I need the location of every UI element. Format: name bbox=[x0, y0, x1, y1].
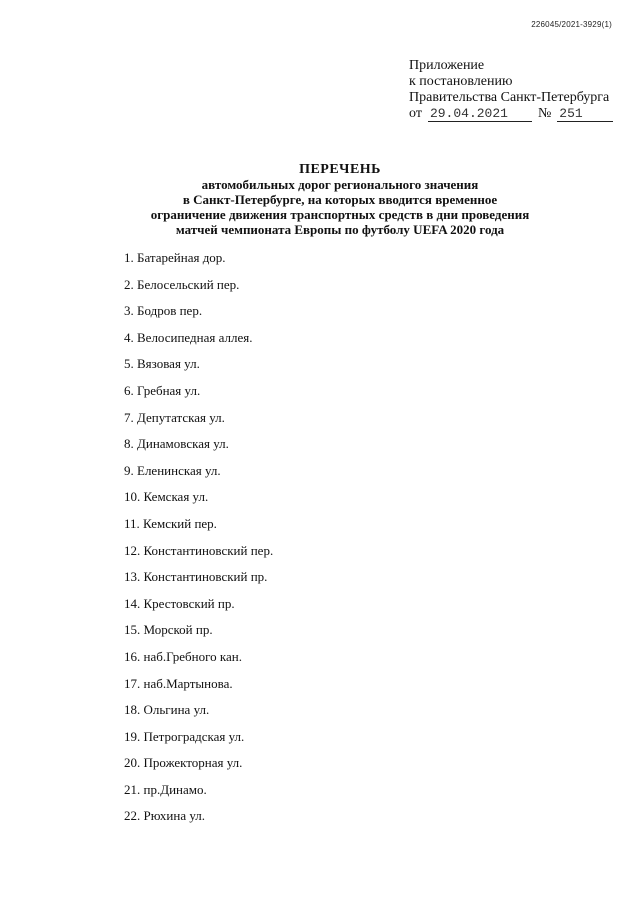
number-sign: № bbox=[537, 106, 552, 121]
heading-title: ПЕРЕЧЕНЬ bbox=[299, 162, 381, 177]
heading-line: ограничение движения транспортных средств в дни проведения bbox=[150, 207, 530, 222]
list-item: 20. Прожекторная ул. bbox=[124, 755, 243, 771]
list-item: 9. Еленинская ул. bbox=[124, 462, 221, 478]
appendix-block bbox=[409, 58, 629, 122]
list-item: 4. Велосипедная аллея. bbox=[124, 329, 253, 345]
resolution-date: 29.04.2021 bbox=[428, 107, 532, 122]
heading-line: в Санкт-Петербурге, на которых вводится временное bbox=[182, 192, 498, 207]
list-item: 3. Бодров пер. bbox=[124, 303, 203, 319]
list-item: 21. пр.Динамо. bbox=[124, 781, 207, 797]
list-item: 18. Ольгина ул. bbox=[124, 702, 210, 718]
list-item: 8. Динамовская ул. bbox=[124, 436, 229, 452]
list-item: 12. Константиновский пер. bbox=[124, 542, 274, 558]
list-item: 5. Вязовая ул. bbox=[124, 356, 200, 372]
appendix-date-row bbox=[409, 106, 629, 122]
date-prefix: от bbox=[409, 106, 422, 121]
document-heading bbox=[0, 162, 640, 237]
appendix-line-2: к постановлению bbox=[409, 74, 513, 89]
appendix-line-1: Приложение bbox=[409, 58, 485, 73]
list-item: 7. Депутатская ул. bbox=[124, 409, 225, 425]
list-item: 6. Гребная ул. bbox=[124, 382, 201, 398]
heading-line: автомобильных дорог регионального значения bbox=[201, 177, 479, 192]
list-item: 2. Белосельский пер. bbox=[124, 276, 240, 292]
list-item: 10. Кемская ул. bbox=[124, 489, 209, 505]
list-item: 16. наб.Гребного кан. bbox=[124, 648, 242, 664]
resolution-number: 251 bbox=[557, 107, 613, 122]
document-code: 226045/2021-3929(1) bbox=[531, 20, 612, 29]
roads-list bbox=[124, 250, 273, 835]
list-item: 11. Кемский пер. bbox=[124, 515, 217, 531]
list-item: 17. наб.Мартынова. bbox=[124, 675, 233, 691]
list-item: 1. Батарейная дор. bbox=[124, 250, 226, 265]
list-item: 19. Петроградская ул. bbox=[124, 728, 245, 744]
list-item: 14. Крестовский пр. bbox=[124, 595, 235, 611]
list-item: 13. Константиновский пр. bbox=[124, 569, 268, 585]
appendix-line-3: Правительства Санкт-Петербурга bbox=[409, 90, 610, 105]
list-item: 22. Рюхина ул. bbox=[124, 808, 206, 824]
list-item: 15. Морской пр. bbox=[124, 622, 213, 638]
heading-line: матчей чемпионата Европы по футболу UEFA 2020 года bbox=[175, 222, 505, 237]
